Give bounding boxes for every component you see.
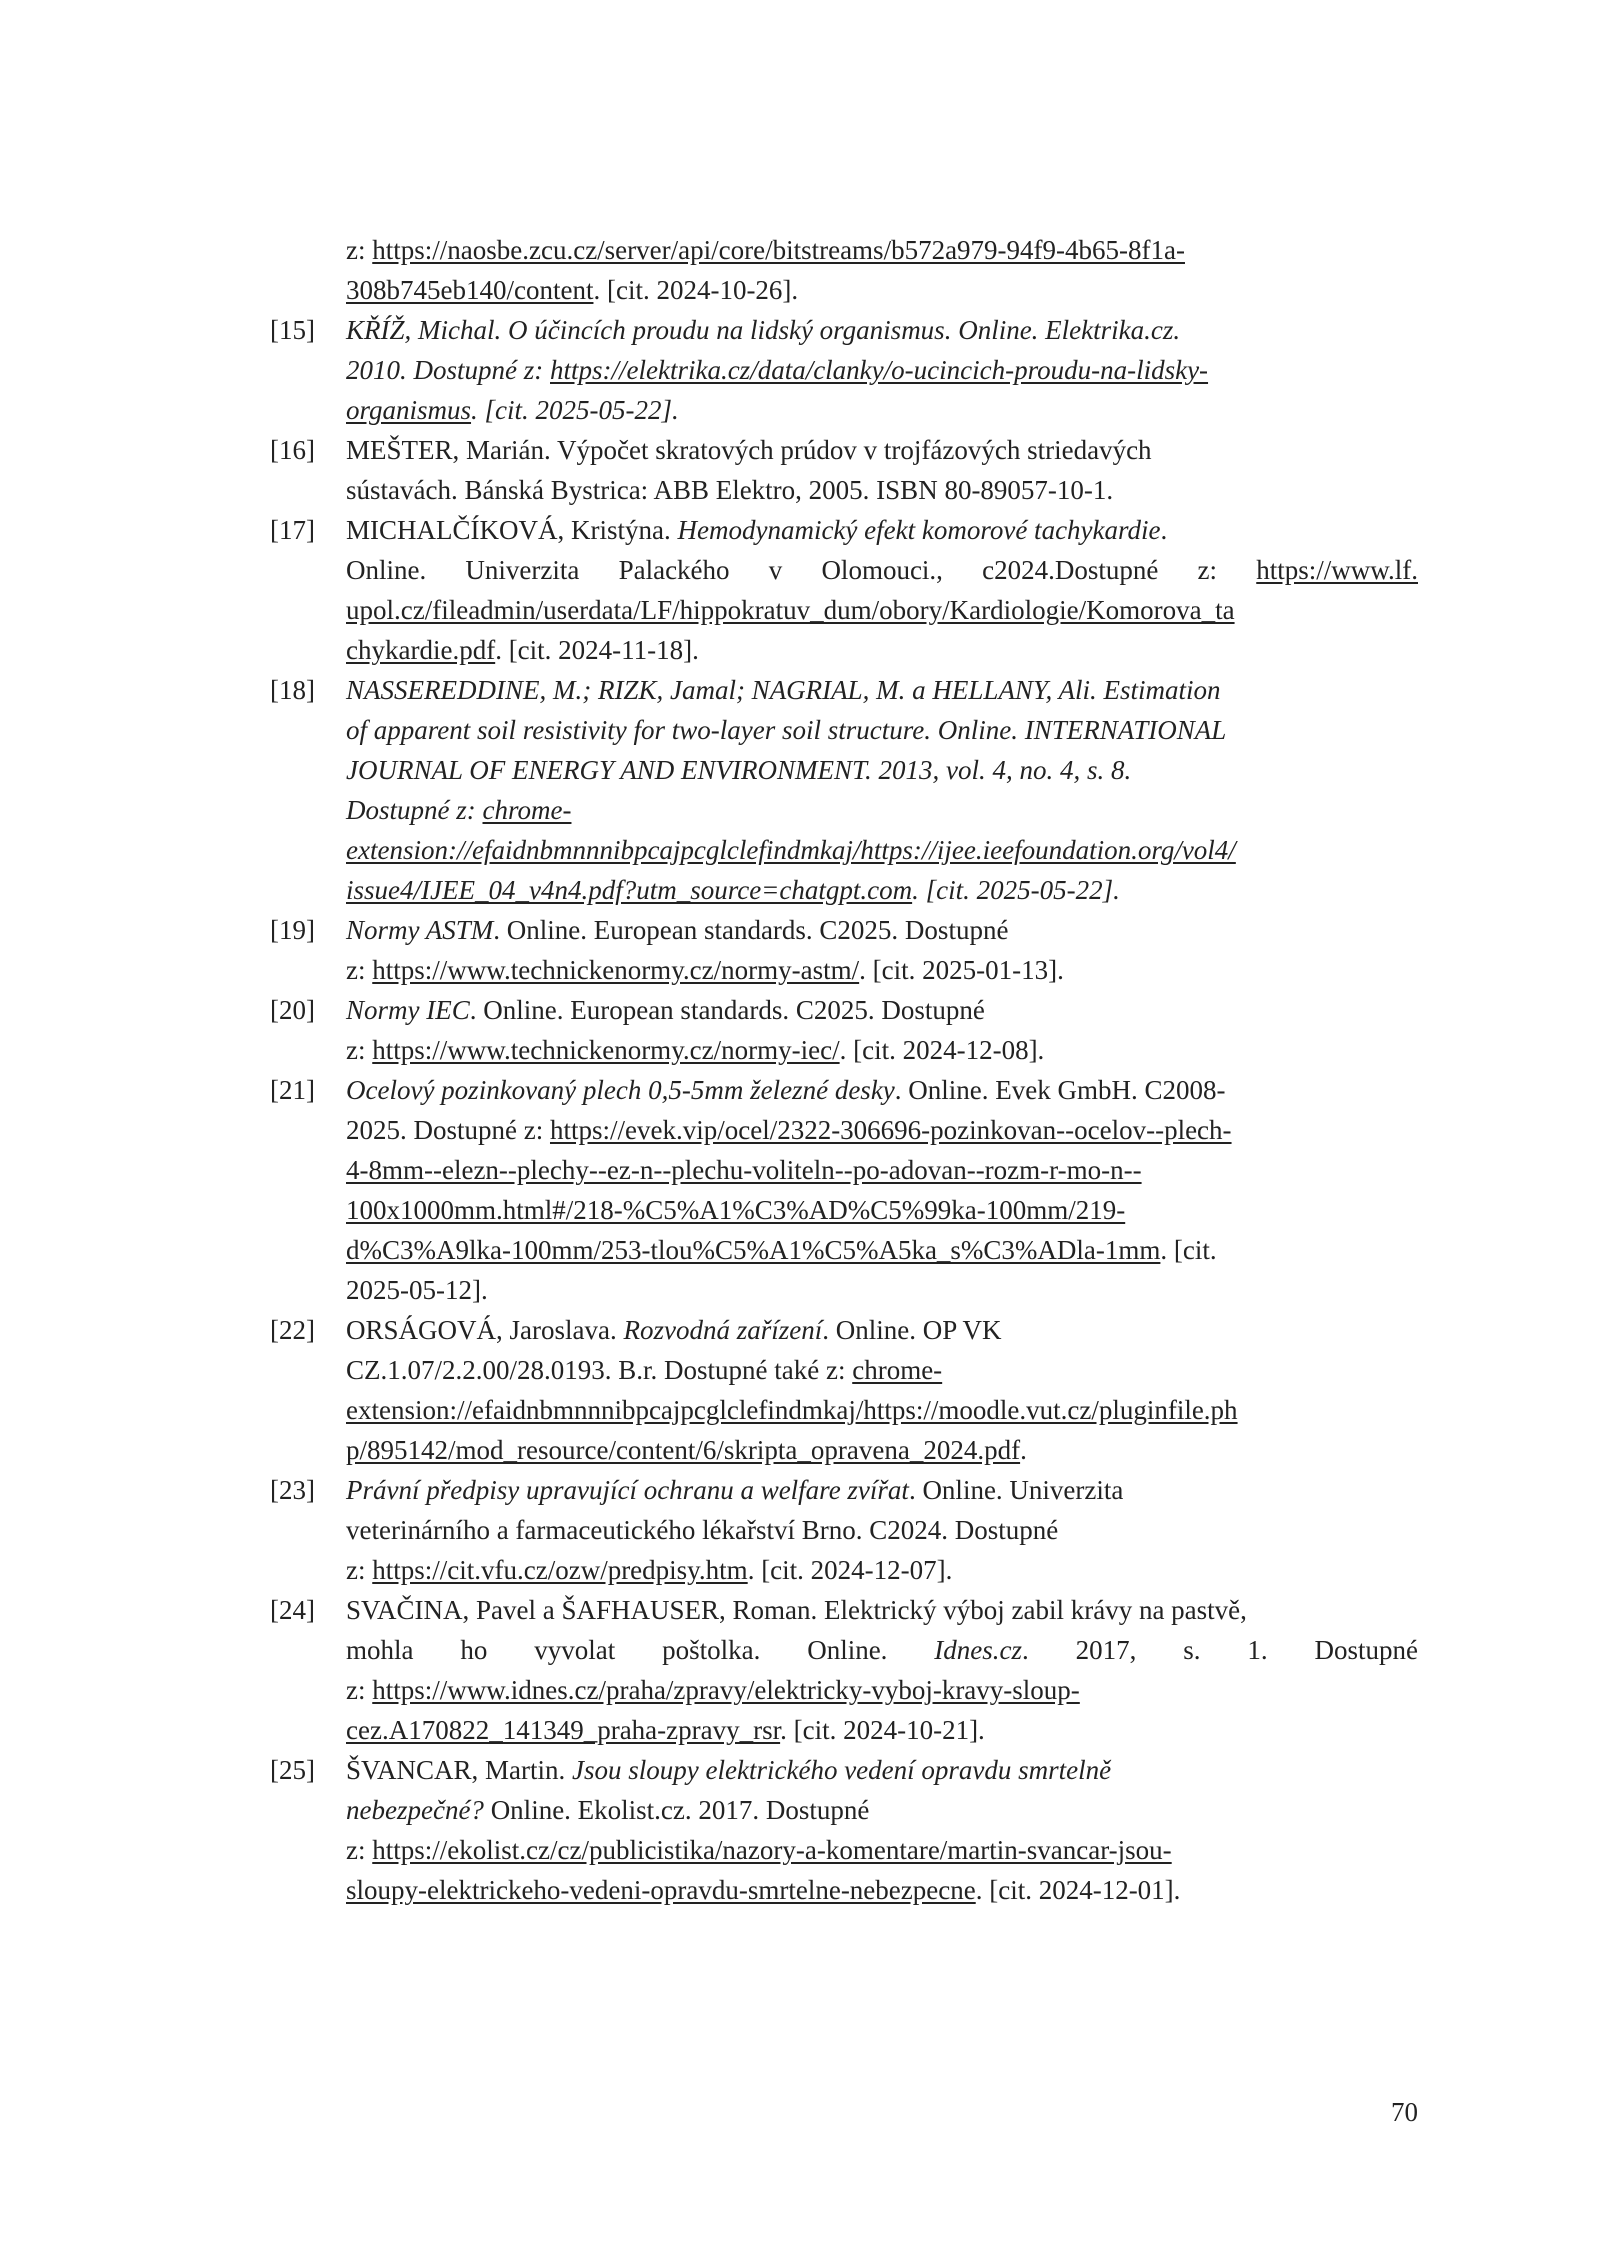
reference-line	[346, 1430, 1418, 1470]
reference-text: . [cit. 2024-12-07].	[747, 1555, 953, 1585]
reference-line	[346, 710, 1418, 750]
page-number: 70	[1391, 2097, 1418, 2127]
reference-link[interactable]: cez.A170822_141349_praha-zpravy_rsr	[346, 1715, 781, 1745]
reference-line	[346, 750, 1418, 790]
reference-line	[346, 1750, 1418, 1790]
reference-text: mohla ho vyvolat poštolka. Online.	[346, 1635, 935, 1665]
reference-text: . Online. European standards. C2025. Dostupné	[469, 995, 985, 1025]
reference-line	[346, 1790, 1418, 1830]
reference-text: Normy ASTM	[346, 915, 494, 945]
reference-text: Ocelový pozinkovaný plech 0,5-5mm železné desky	[346, 1075, 895, 1105]
reference-link[interactable]: upol.cz/fileadmin/userdata/LF/hippokratuv_dum/obory/Kardiologie/Komorova_ta	[346, 595, 1235, 625]
reference-number: [21]	[270, 1075, 315, 1105]
reference-link[interactable]: d%C3%A9lka-100mm/253-tlou%C5%A1%C5%A5ka_s%C3%ADla-1mm	[346, 1235, 1161, 1265]
reference-text: z:	[346, 1675, 373, 1705]
reference-line	[346, 1710, 1418, 1750]
reference-line	[346, 1230, 1418, 1270]
reference-line	[346, 1350, 1418, 1390]
reference-text: . Online. European standards. C2025. Dostupné	[493, 915, 1009, 945]
reference-line	[346, 1150, 1418, 1190]
reference-link[interactable]: https://evek.vip/ocel/2322-306696-pozinkovan--ocelov--plech-	[549, 1115, 1232, 1145]
reference-line	[346, 670, 1418, 710]
reference-text: Idnes.cz	[934, 1635, 1023, 1665]
reference-text: 2025-05-12].	[346, 1275, 488, 1305]
reference-text: z:	[346, 955, 373, 985]
reference-line	[346, 590, 1418, 630]
reference-line	[346, 870, 1418, 910]
reference-link[interactable]: issue4/IJEE_04_v4n4.pdf?utm_source=chatgpt.com	[346, 875, 913, 905]
reference-text: Normy IEC	[346, 995, 470, 1025]
reference-text: z:	[346, 1835, 373, 1865]
reference-link[interactable]: https://cit.vfu.cz/ozw/predpisy.htm	[372, 1555, 748, 1585]
reference-number: [23]	[270, 1475, 315, 1505]
reference-line	[346, 1470, 1418, 1510]
reference-text: of apparent soil resistivity for two-layer soil structure. Online. INTERNATIONAL	[346, 715, 1227, 745]
reference-number: [22]	[270, 1315, 315, 1345]
reference-text: NASSEREDDINE, M.; RIZK, Jamal; NAGRIAL, M. a HELLANY, Ali. Estimation	[346, 675, 1221, 705]
reference-text: ORSÁGOVÁ, Jaroslava.	[346, 1315, 624, 1345]
reference-line	[346, 830, 1418, 870]
reference-line	[346, 1510, 1418, 1550]
reference-number: [24]	[270, 1595, 315, 1625]
reference-number: [19]	[270, 915, 315, 945]
reference-link[interactable]: https://naosbe.zcu.cz/server/api/core/bitstreams/b572a979-94f9-4b65-8f1a-	[372, 235, 1185, 265]
reference-link[interactable]: 4-8mm--elezn--plechy--ez-n--plechu-voliteln--po-adovan--rozm-r-mo-n--	[346, 1155, 1142, 1185]
reference-line	[346, 550, 1418, 590]
reference-line	[346, 390, 1418, 430]
reference-text: . [cit. 2024-10-26].	[593, 275, 799, 305]
reference-text: SVAČINA, Pavel a ŠAFHAUSER, Roman. Elektrický výboj zabil krávy na pastvě,	[346, 1595, 1247, 1625]
reference-link[interactable]: https://elektrika.cz/data/clanky/o-ucincich-proudu-na-lidsky-	[550, 355, 1209, 385]
reference-line	[346, 430, 1418, 470]
reference-text: Právní předpisy upravující ochranu a welfare zvířat	[346, 1475, 909, 1505]
reference-text: . Online. OP VK	[822, 1315, 1002, 1345]
reference-number: [17]	[270, 515, 315, 545]
reference-text: nebezpečné?	[346, 1795, 484, 1825]
reference-number: [18]	[270, 675, 315, 705]
reference-text: . [cit. 2025-05-22].	[912, 875, 1120, 905]
reference-line	[346, 1390, 1418, 1430]
reference-text: Jsou sloupy elektrického vedení opravdu smrtelně	[572, 1755, 1112, 1785]
reference-link[interactable]: chrome-	[852, 1355, 943, 1385]
reference-text: . 2017, s. 1. Dostupné	[1022, 1635, 1419, 1665]
reference-text: . Online. Evek GmbH. C2008-	[894, 1075, 1226, 1105]
reference-line	[346, 510, 1418, 550]
reference-text: .	[1020, 1435, 1027, 1465]
reference-line	[346, 1270, 1418, 1310]
reference-text: Rozvodná zařízení	[623, 1315, 823, 1345]
reference-text: . [cit. 2024-11-18].	[495, 635, 699, 665]
reference-text: . [cit. 2025-05-22].	[471, 395, 679, 425]
reference-line	[346, 1590, 1418, 1630]
reference-line	[346, 1670, 1418, 1710]
reference-link[interactable]: sloupy-elektrickeho-vedeni-opravdu-smrtelne-nebezpecne	[346, 1875, 976, 1905]
reference-text: MEŠTER, Marián. Výpočet skratových prúdov v trojfázových striedavých	[346, 435, 1152, 465]
reference-line	[346, 1830, 1418, 1870]
reference-link[interactable]: chykardie.pdf	[346, 635, 496, 665]
reference-number: [25]	[270, 1755, 315, 1785]
reference-text: . [cit. 2024-12-08].	[839, 1035, 1045, 1065]
reference-text: Online. Ekolist.cz. 2017. Dostupné	[483, 1795, 870, 1825]
reference-text: Online. Univerzita Palackého v Olomouci., c2024.Dostupné z:	[346, 555, 1257, 585]
reference-link[interactable]: extension://efaidnbmnnnibpcajpcglclefindmkaj/https://moodle.vut.cz/pluginfile.ph	[346, 1395, 1238, 1425]
reference-number: [16]	[270, 435, 315, 465]
reference-link[interactable]: 308b745eb140/content	[346, 275, 594, 305]
reference-line	[346, 1310, 1418, 1350]
reference-link[interactable]: https://www.technickenormy.cz/normy-astm/	[372, 955, 860, 985]
reference-link[interactable]: p/895142/mod_resource/content/6/skripta_opravena_2024.pdf	[346, 1435, 1021, 1465]
reference-text: KŘÍŽ, Michal. O účincích proudu na lidský organismus. Online. Elektrika.cz.	[346, 315, 1181, 345]
reference-text: z:	[346, 1555, 373, 1585]
reference-text: Hemodynamický efekt komorové tachykardie	[677, 515, 1161, 545]
reference-text: . Online. Univerzita	[908, 1475, 1124, 1505]
reference-text: sústavách. Bánská Bystrica: ABB Elektro, 2005. ISBN 80-89057-10-1.	[346, 475, 1114, 505]
reference-text: veterinárního a farmaceutického lékařství Brno. C2024. Dostupné	[346, 1515, 1059, 1545]
reference-link[interactable]: extension://efaidnbmnnnibpcajpcglclefindmkaj/https://ijee.ieefoundation.org/vol4/	[346, 835, 1236, 865]
reference-number: [20]	[270, 995, 315, 1025]
reference-text: . [cit. 2024-10-21].	[780, 1715, 985, 1745]
reference-link[interactable]: https://www.technickenormy.cz/normy-iec/	[372, 1035, 840, 1065]
reference-text: .	[1160, 515, 1168, 545]
reference-text: z:	[346, 1035, 373, 1065]
reference-line	[346, 470, 1418, 510]
reference-line	[346, 1630, 1418, 1670]
reference-text: Dostupné z:	[346, 795, 483, 825]
reference-line	[346, 630, 1418, 670]
reference-link[interactable]: chrome-	[482, 795, 572, 825]
reference-link[interactable]: https://ekolist.cz/cz/publicistika/nazory-a-komentare/martin-svancar-jsou-	[372, 1835, 1172, 1865]
reference-link[interactable]: organismus	[346, 395, 472, 425]
reference-line	[346, 350, 1418, 390]
reference-text: . [cit.	[1160, 1235, 1217, 1265]
reference-line	[346, 1110, 1418, 1150]
reference-line	[346, 310, 1418, 350]
reference-line	[346, 990, 1418, 1030]
reference-link[interactable]: https://www.lf.	[1256, 555, 1418, 585]
reference-text: 2025. Dostupné z:	[346, 1115, 550, 1145]
reference-text: CZ.1.07/2.2.00/28.0193. B.r. Dostupné také z:	[346, 1355, 853, 1385]
reference-line	[346, 790, 1418, 830]
reference-text: . [cit. 2025-01-13].	[859, 955, 1064, 985]
reference-link[interactable]: https://www.idnes.cz/praha/zpravy/elektricky-vyboj-kravy-sloup-	[372, 1675, 1080, 1705]
reference-line	[346, 1870, 1418, 1910]
reference-link[interactable]: 100x1000mm.html#/218-%C5%A1%C3%AD%C5%99ka-100mm/219-	[346, 1195, 1126, 1225]
reference-line	[346, 1190, 1418, 1230]
reference-line	[346, 1550, 1418, 1590]
reference-text: MICHALČÍKOVÁ, Kristýna.	[346, 515, 678, 545]
reference-line	[346, 1030, 1418, 1070]
reference-text: ŠVANCAR, Martin.	[346, 1755, 573, 1785]
reference-number: [15]	[270, 315, 315, 345]
reference-line	[346, 230, 1418, 270]
reference-line	[346, 950, 1418, 990]
reference-line	[346, 910, 1418, 950]
reference-text: JOURNAL OF ENERGY AND ENVIRONMENT. 2013, vol. 4, no. 4, s. 8.	[346, 755, 1132, 785]
reference-text: . [cit. 2024-12-01].	[975, 1875, 1181, 1905]
reference-line	[346, 270, 1418, 310]
reference-line	[346, 1070, 1418, 1110]
reference-text: z:	[346, 235, 373, 265]
reference-text: 2010. Dostupné z:	[346, 355, 550, 385]
